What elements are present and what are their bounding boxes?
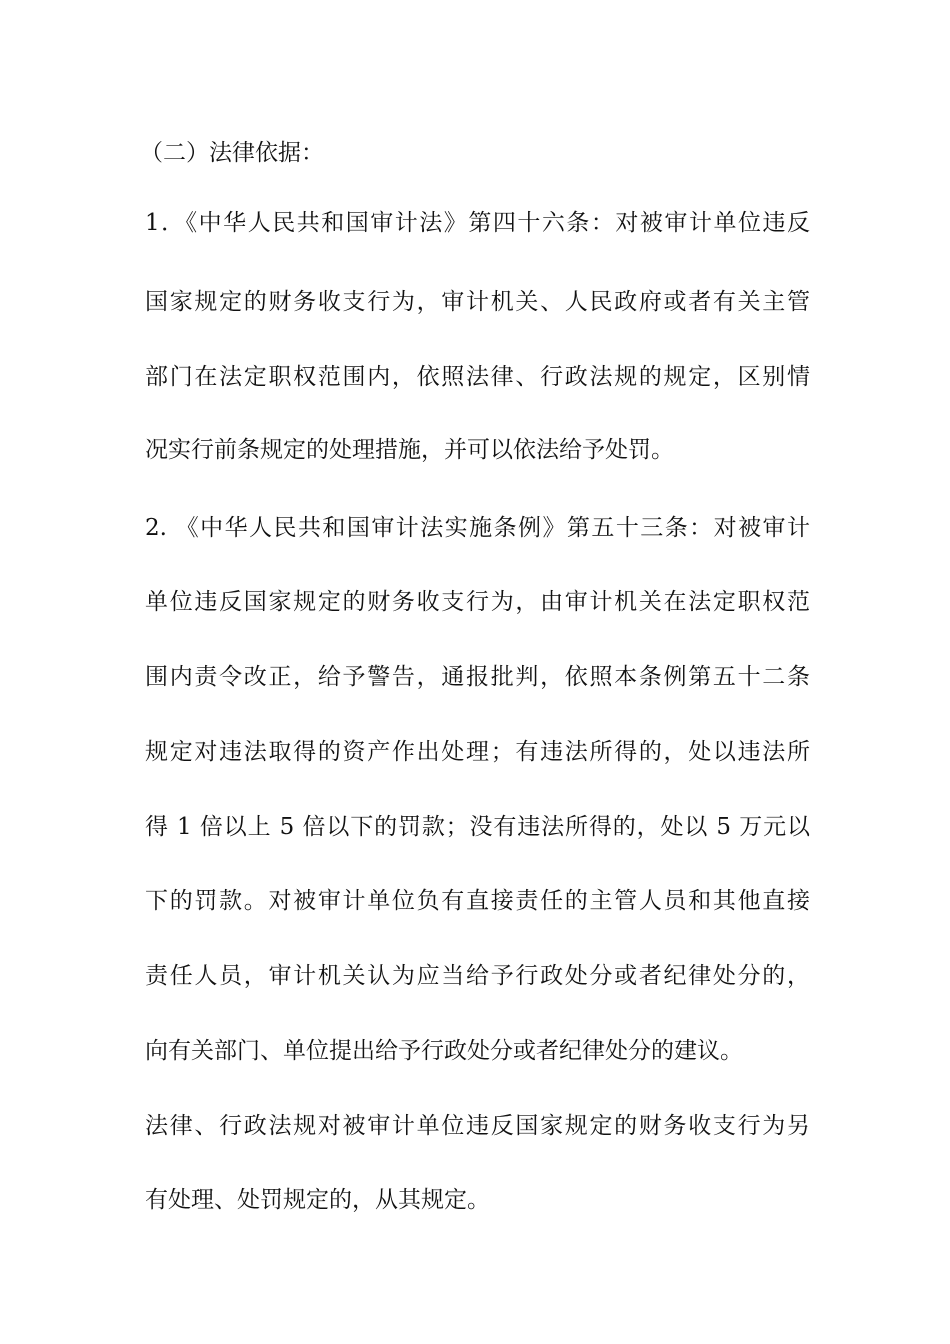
paragraph-line: 得 1 倍以上 5 倍以下的罚款；没有违法所得的，处以 5 万元以 xyxy=(145,814,810,840)
paragraph-line: 责任人员，审计机关认为应当给予行政处分或者纪律处分的， xyxy=(145,963,810,989)
paragraph-line: 1．《中华人民共和国审计法》第四十六条：对被审计单位违反 xyxy=(145,210,810,236)
paragraph-line: 规定对违法取得的资产作出处理；有违法所得的，处以违法所 xyxy=(145,739,810,765)
paragraph-line: 2. 《中华人民共和国审计法实施条例》第五十三条：对被审计 xyxy=(145,515,810,541)
section-heading: （二）法律依据： xyxy=(140,140,324,166)
paragraph-line: 有处理、处罚规定的，从其规定。 xyxy=(145,1187,490,1213)
paragraph-line: 国家规定的财务收支行为，审计机关、人民政府或者有关主管 xyxy=(145,289,810,315)
paragraph-line: 部门在法定职权范围内，依照法律、行政法规的规定，区别情 xyxy=(145,364,810,390)
paragraph-line: 围内责令改正，给予警告，通报批判，依照本条例第五十二条 xyxy=(145,664,810,690)
paragraph-line: 向有关部门、单位提出给予行政处分或者纪律处分的建议。 xyxy=(145,1038,743,1064)
paragraph-line: 况实行前条规定的处理措施，并可以依法给予处罚。 xyxy=(145,437,674,463)
paragraph-line: 下的罚款。对被审计单位负有直接责任的主管人员和其他直接 xyxy=(145,888,810,914)
paragraph-line: 法律、行政法规对被审计单位违反国家规定的财务收支行为另 xyxy=(145,1113,810,1139)
paragraph-line: 单位违反国家规定的财务收支行为，由审计机关在法定职权范 xyxy=(145,589,810,615)
